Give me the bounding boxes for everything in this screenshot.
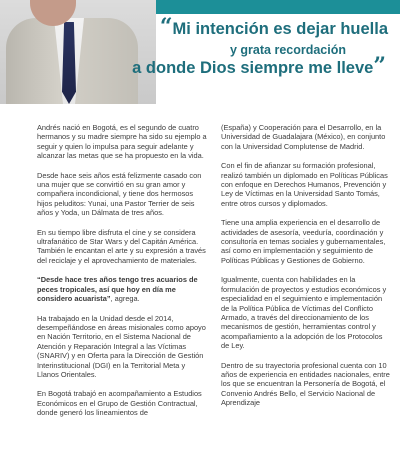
paragraph-bogota: En Bogotá trabajó en acompañamiento a Estudios Económicos en el Grupo de Gestión Contractual, donde generó los lineamientos de: [37, 389, 202, 418]
aquarist-quote: “Desde hace tres años tengo tres acuarios de peces tropicales, así que hoy en día me considero acuarista”: [37, 275, 198, 304]
open-quote-mark: “: [159, 14, 173, 40]
portrait-photo: [0, 0, 156, 104]
quote-line-3: [132, 53, 386, 79]
paragraph-work-unit: Ha trabajado en la Unidad desde el 2014, desempeñándose en áreas misionales como apoyo en Nación Territorio, en el Sistema Nacional de Atención y Reparación Integral a las Víctimas (SNARIV) y en Oferta para la Dirección de Gestión Interinstitucional (DGI) en la Territorial Meta y Llanos Orientales.: [37, 313, 206, 379]
paragraph-hobbies: En su tiempo libre disfruta el cine y se considera ultrafanático de Star Wars y del Capitán América. También le encantan el arte y su expresión a través del reciclaje y el aprovechamiento de materiales.: [37, 227, 206, 265]
hero-banner: [0, 0, 400, 104]
quote-line-3-text: a donde Dios siempre me lleve: [132, 59, 374, 77]
photo-tie-shape: [62, 22, 76, 104]
paragraph-experience: Tiene una amplia experiencia en el desarrollo de actividades de asesoría, veeduría, coordinación y consultoría en temas sociales y gubernamentales, así como en implementación y seguimiento de Políticas Públicas y Gestiones de Gobierno.: [221, 218, 386, 265]
paragraph-family: Desde hace seis años está felizmente casado con una mujer que se convirtió en su gran amor y compañera incondicional, y tiene dos hermosos hijos peluditos: Yunai, una Pastor Terrier de seis años y Yoda, un Dálmata de tres años.: [37, 170, 202, 218]
aquarist-attribution: , agrega.: [110, 294, 140, 304]
paragraph-skills: Igualmente, cuenta con habilidades en la formulación de proyectos y estudios económicos y especialidad en el seguimiento e implementación de la Política Pública de Víctimas del Conflicto Armado, a través del direccionamiento de los mecanismos de gestión, herramientas control y acompañamiento a la adopción de los Protocolos de Ley.: [221, 275, 387, 351]
paragraph-education: (España) y Cooperación para el Desarrollo, en la Universidad de Guadalajara (México), en conjunto con la Universidad Complutense de Madrid.: [221, 123, 386, 151]
paragraph-birth: Andrés nació en Bogotá, es el segundo de cuatro hermanos y su madre siempre ha sido su ejemplo a seguir y quien lo impulsa para seguir adelante y alcanzar las metas que se ha propuesto en la vida.: [37, 123, 207, 161]
quote-line-1-text: Mi intención es dejar huella: [172, 20, 388, 38]
quote-line-1: [159, 14, 388, 40]
pull-quote: [132, 14, 394, 88]
quote-line-2: y grata recordación: [229, 43, 346, 57]
article-column-right: [221, 123, 391, 418]
article-column-left: [37, 123, 207, 428]
close-quote-mark: ”: [373, 53, 386, 79]
accent-bar: [156, 0, 400, 14]
paragraph-career: Dentro de su trayectoria profesional cuenta con 10 años de experiencia en entidades nacionales, entre los que se encuentran la Personería de Bogotá, el Convenio Andrés Bello, el Servicio Nacional de Aprendizaje: [221, 360, 390, 408]
paragraph-diplomas: Con el fin de afianzar su formación profesional, realizó también un diplomado en Políticas Públicas con enfoque en Derechos Humanos, Prevención y Ley de Víctimas en la Universidad Santo Tomás, entre otros cursos y diplomados.: [221, 161, 388, 208]
paragraph-aquarist: [37, 275, 207, 303]
